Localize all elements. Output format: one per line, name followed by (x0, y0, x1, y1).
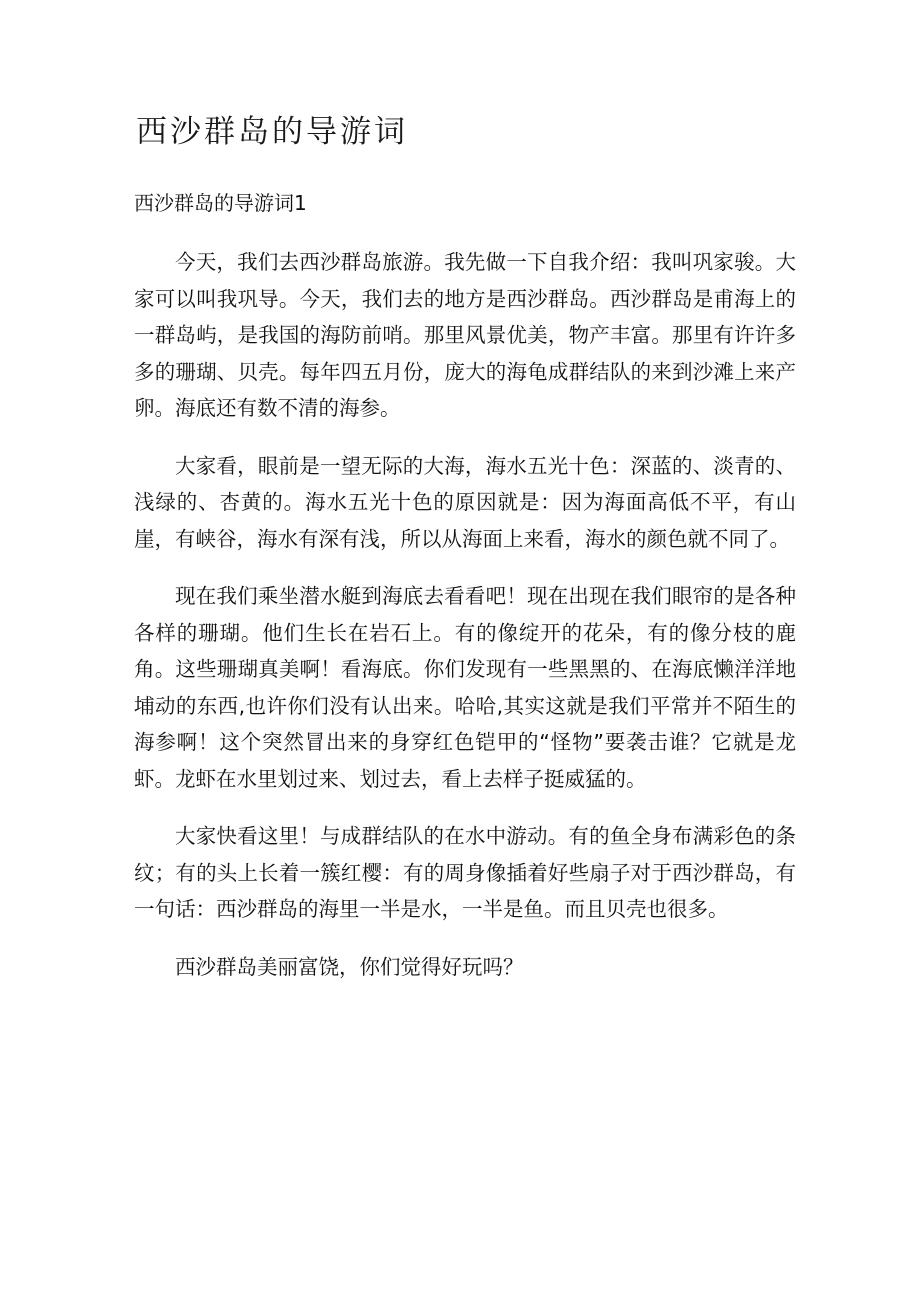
paragraph-3: 现在我们乘坐潜水艇到海底去看看吧！现在出现在我们眼帘的是各种各样的珊瑚。他们生长在岩石上。有的像绽开的花朵，有的像分枝的鹿角。这些珊瑚真美啊！看海底。你们发现有一些黑黑的、在海底懒洋洋地埔动的东西,也许你们没有认出来。哈哈,其实这就是我们平常并不陌生的海参啊！这个突然冒出来的身穿红色铠甲的“怪物”要袭击谁？它就是龙虾。龙虾在水里划过来、划过去，看上去样子挺威猛的。 (134, 584, 796, 791)
document-title: 西沙群岛的导游词 (136, 114, 408, 150)
section-heading: 西沙群岛的导游词1 (134, 191, 307, 215)
paragraph-2: 大家看，眼前是一望无际的大海，海水五光十色：深蓝的、淡青的、浅绿的、杏黄的。海水五光十色的原因就是：因为海面高低不平，有山崖，有峡谷，海水有深有浅，所以从海面上来看，海水的颜色就不同了。 (134, 453, 796, 551)
paragraph-4: 大家快看这里！与成群结队的在水中游动。有的鱼全身布满彩色的条纹；有的头上长着一簇红樱：有的周身像插着好些扇子对于西沙群岛，有一句话：西沙群岛的海里一半是水，一半是鱼。而且贝壳也很多。 (134, 824, 796, 921)
document-body (134, 244, 796, 1006)
paragraph-1: 今天，我们去西沙群岛旅游。我先做一下自我介绍：我叫巩家骏。大家可以叫我巩导。今天，我们去的地方是西沙群岛。西沙群岛是甫海上的一群岛屿，是我国的海防前哨。那里风景优美，物产丰富。那里有许许多多的珊瑚、贝壳。每年四五月份，庞大的海龟成群结队的来到沙滩上来产卵。海底还有数不清的海参。 (134, 250, 796, 420)
paragraph-5: 西沙群岛美丽富饶，你们觉得好玩吗？ (175, 954, 524, 979)
